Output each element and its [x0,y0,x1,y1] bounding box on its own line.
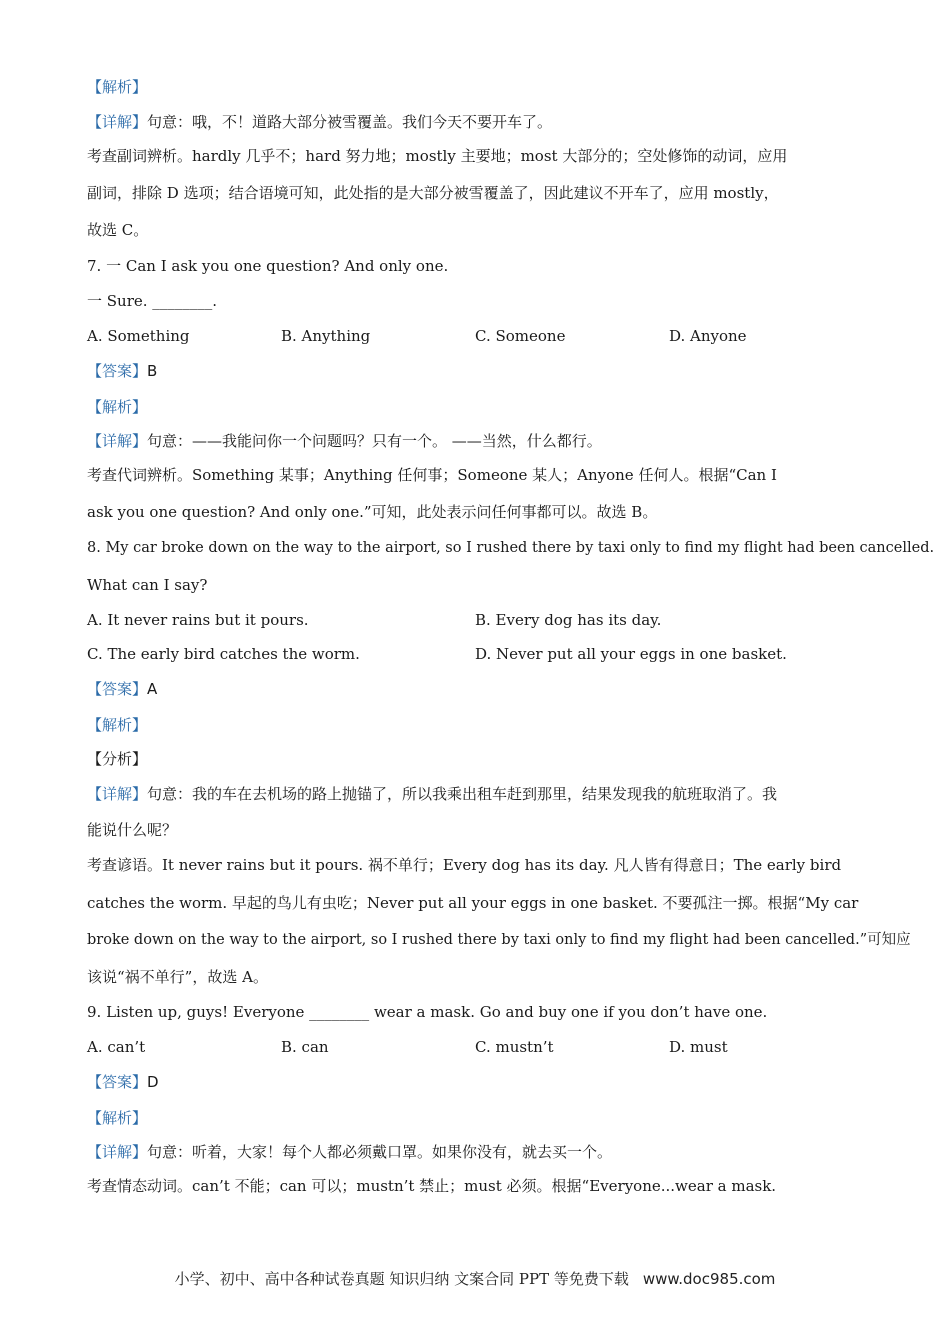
answer-label: 【答案】 [87,362,148,380]
analysis-line: 副词，排除 D 选项；结合语境可知，此处指的是大部分被雪覆盖了，因此建议不开车了，应用 mostly， [87,184,779,202]
detail-line [87,431,602,451]
question-stem: 7. 一 Can I ask you one question? And only one. [87,257,449,275]
page-footer [0,1268,950,1289]
question-stem: 一 Sure. ________. [87,292,218,310]
detail-text: 句意：我的车在去机场的路上抛锚了，所以我乘出租车赶到那里，结果发现我的航班取消了。我 [147,785,778,803]
answer-line [87,361,157,381]
analysis-line: 该说“祸不单行”，故选 A。 [87,968,268,986]
detail-continuation: 能说什么呢？ [87,821,178,839]
detail-text: 句意：哦，不！道路大部分被雪覆盖。我们今天不要开车了。 [147,113,553,131]
analysis-line: broke down on the way to the airport, so I rushed there by taxi only to find my flight had been cancelled.”可知应 [87,932,911,948]
option-b: B. Every dog has its day. [475,611,662,629]
analysis-line: catches the worm. 早起的鸟儿有虫吃；Never put all your eggs in one basket. 不要孤注一掷。根据“My car [87,894,859,912]
analysis-line: 考查谚语。It never rains but it pours. 祸不单行；Every dog has its day. 凡人皆有得意日；The early bird [87,856,842,874]
detail-text: 句意：——我能问你一个问题吗？只有一个。 ——当然，什么都行。 [147,432,602,450]
section-label-jiexi: 【解析】 [87,78,148,96]
analysis-line: ask you one question? And only one.”可知，此处表示问任何事都可以。故选 B。 [87,503,658,521]
answer-line [87,679,157,699]
detail-line [87,784,777,804]
detail-text: 句意：听着，大家！每个人都必须戴口罩。如果你没有，就去买一个。 [147,1143,613,1161]
option-a: A. It never rains but it pours. [87,611,309,629]
detail-label: 【详解】 [87,1143,148,1161]
question-stem: 8. My car broke down on the way to the airport, so I rushed there by taxi only to find my flight had been cancelled. [87,540,935,556]
analysis-line: 考查情态动词。can’t 不能；can 可以；mustn’t 禁止；must 必须。根据“Everyone...wear a mask. [87,1177,777,1195]
detail-label: 【详解】 [87,432,148,450]
option-b: B. can [281,1038,329,1056]
question-stem: 9. Listen up, guys! Everyone ________ wear a mask. Go and buy one if you don’t have one. [87,1003,768,1021]
answer-label: 【答案】 [87,1073,148,1091]
footer-text: 小学、初中、高中各种试卷真题 知识归纳 文案合同 PPT 等免费下载 [174,1270,629,1288]
answer-value: D [147,1073,159,1091]
question-stem: What can I say? [87,576,208,594]
option-c: C. mustn’t [475,1038,554,1056]
answer-line [87,1072,159,1092]
section-label-jiexi: 【解析】 [87,1109,148,1127]
option-c: C. The early bird catches the worm. [87,645,360,663]
section-label-jiexi: 【解析】 [87,398,148,416]
footer-url[interactable]: www.doc985.com [642,1270,776,1288]
detail-label: 【详解】 [87,113,148,131]
section-label-jiexi: 【解析】 [87,716,148,734]
option-d: D. must [669,1038,728,1056]
analysis-line: 故选 C。 [87,221,149,239]
answer-value: B [147,362,158,380]
detail-line [87,1142,612,1162]
detail-label: 【详解】 [87,785,148,803]
option-b: B. Anything [281,327,371,345]
answer-value: A [147,680,158,698]
analysis-line: 考查副词辨析。hardly 几乎不；hard 努力地；mostly 主要地；most 大部分的；空处修饰的动词，应用 [87,147,788,165]
option-a: A. can’t [87,1038,146,1056]
option-d: D. Anyone [669,327,747,345]
answer-label: 【答案】 [87,680,148,698]
option-d: D. Never put all your eggs in one basket. [475,645,787,663]
option-c: C. Someone [475,327,566,345]
detail-line [87,112,552,132]
analysis-line: 考查代词辨析。Something 某事；Anything 任何事；Someone 某人；Anyone 任何人。根据“Can I [87,466,777,484]
section-label-fenxi: 【分析】 [87,750,148,768]
option-a: A. Something [87,327,190,345]
